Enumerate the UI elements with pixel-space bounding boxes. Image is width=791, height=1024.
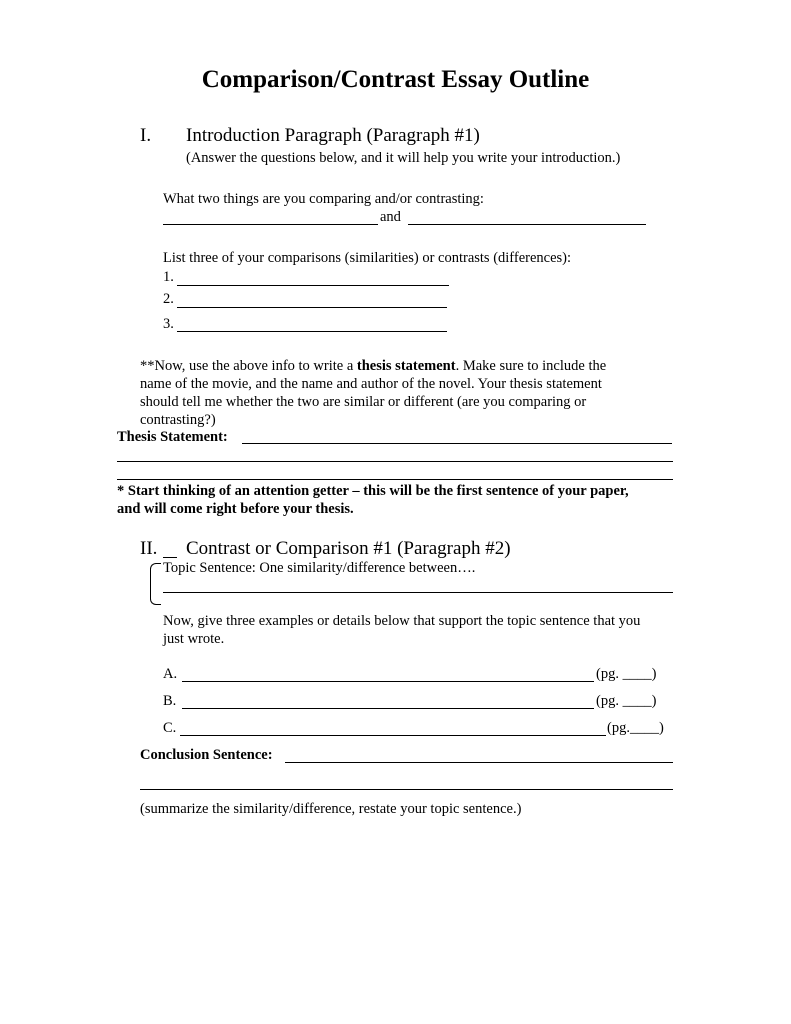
conclusion-field-2[interactable] xyxy=(140,789,673,790)
thesis-instructions xyxy=(140,358,606,375)
thesis-instructions-line-4: contrasting?) xyxy=(140,412,216,428)
conclusion-field-1[interactable] xyxy=(285,762,673,763)
attention-getter-note-2: and will come right before your thesis. xyxy=(117,501,354,517)
thesis-note-rest: . Make sure to include the xyxy=(455,358,607,374)
item-2-field[interactable] xyxy=(177,307,447,308)
example-a-label: A. xyxy=(163,666,178,682)
second-thing-field[interactable] xyxy=(408,224,646,225)
thesis-instructions-line-3: should tell me whether the two are similar or different (are you comparing or xyxy=(140,394,587,410)
section-2-numeral: II. xyxy=(140,538,158,559)
thesis-note-prefix: **Now, use the above info to write a xyxy=(140,358,357,374)
example-c-label: C. xyxy=(163,720,177,736)
example-b-label: B. xyxy=(163,693,177,709)
conclusion-label: Conclusion Sentence: xyxy=(140,747,273,763)
examples-prompt-1: Now, give three examples or details below that support the topic sentence that you xyxy=(163,613,641,629)
item-2-label: 2. xyxy=(163,291,174,307)
topic-bracket xyxy=(150,563,161,605)
example-b-page: (pg. ____) xyxy=(596,693,657,709)
thesis-note-bold: thesis statement xyxy=(356,358,456,374)
item-3-label: 3. xyxy=(163,316,174,332)
attention-getter-note-1: * Start thinking of an attention getter – this will be the first sentence of your paper, xyxy=(117,483,629,499)
summary-note: (summarize the similarity/difference, restate your topic sentence.) xyxy=(140,801,522,817)
page-title: Comparison/Contrast Essay Outline xyxy=(201,66,590,93)
thesis-field-3[interactable] xyxy=(117,479,673,480)
examples-prompt-2: just wrote. xyxy=(163,631,225,647)
question-two-things: What two things are you comparing and/or contrasting: xyxy=(163,191,484,207)
section-1-subheading: (Answer the questions below, and it will help you write your introduction.) xyxy=(186,150,621,166)
and-word: and xyxy=(380,209,401,225)
item-3-field[interactable] xyxy=(177,331,447,332)
item-1-label: 1. xyxy=(163,269,174,285)
list-prompt: List three of your comparisons (similarities) or contrasts (differences): xyxy=(163,250,572,266)
example-c-page: (pg.____) xyxy=(607,720,664,736)
thesis-field-1[interactable] xyxy=(242,443,672,444)
section-2-heading: Contrast or Comparison #1 (Paragraph #2) xyxy=(186,538,511,559)
example-a-field[interactable] xyxy=(182,681,594,682)
section-2-numeral-rule xyxy=(163,557,177,558)
topic-sentence-field[interactable] xyxy=(163,592,673,593)
first-thing-field[interactable] xyxy=(163,224,378,225)
thesis-label: Thesis Statement: xyxy=(117,429,228,445)
example-a-page: (pg. ____) xyxy=(596,666,657,682)
thesis-field-2[interactable] xyxy=(117,461,673,462)
item-1-field[interactable] xyxy=(177,285,449,286)
thesis-instructions-line-2: name of the movie, and the name and author of the novel. Your thesis statement xyxy=(140,376,602,392)
example-c-field[interactable] xyxy=(180,735,606,736)
topic-sentence-prompt: Topic Sentence: One similarity/difference between…. xyxy=(163,560,476,576)
example-b-field[interactable] xyxy=(182,708,594,709)
section-1-numeral: I. xyxy=(140,125,152,146)
section-1-heading: Introduction Paragraph (Paragraph #1) xyxy=(186,125,480,146)
